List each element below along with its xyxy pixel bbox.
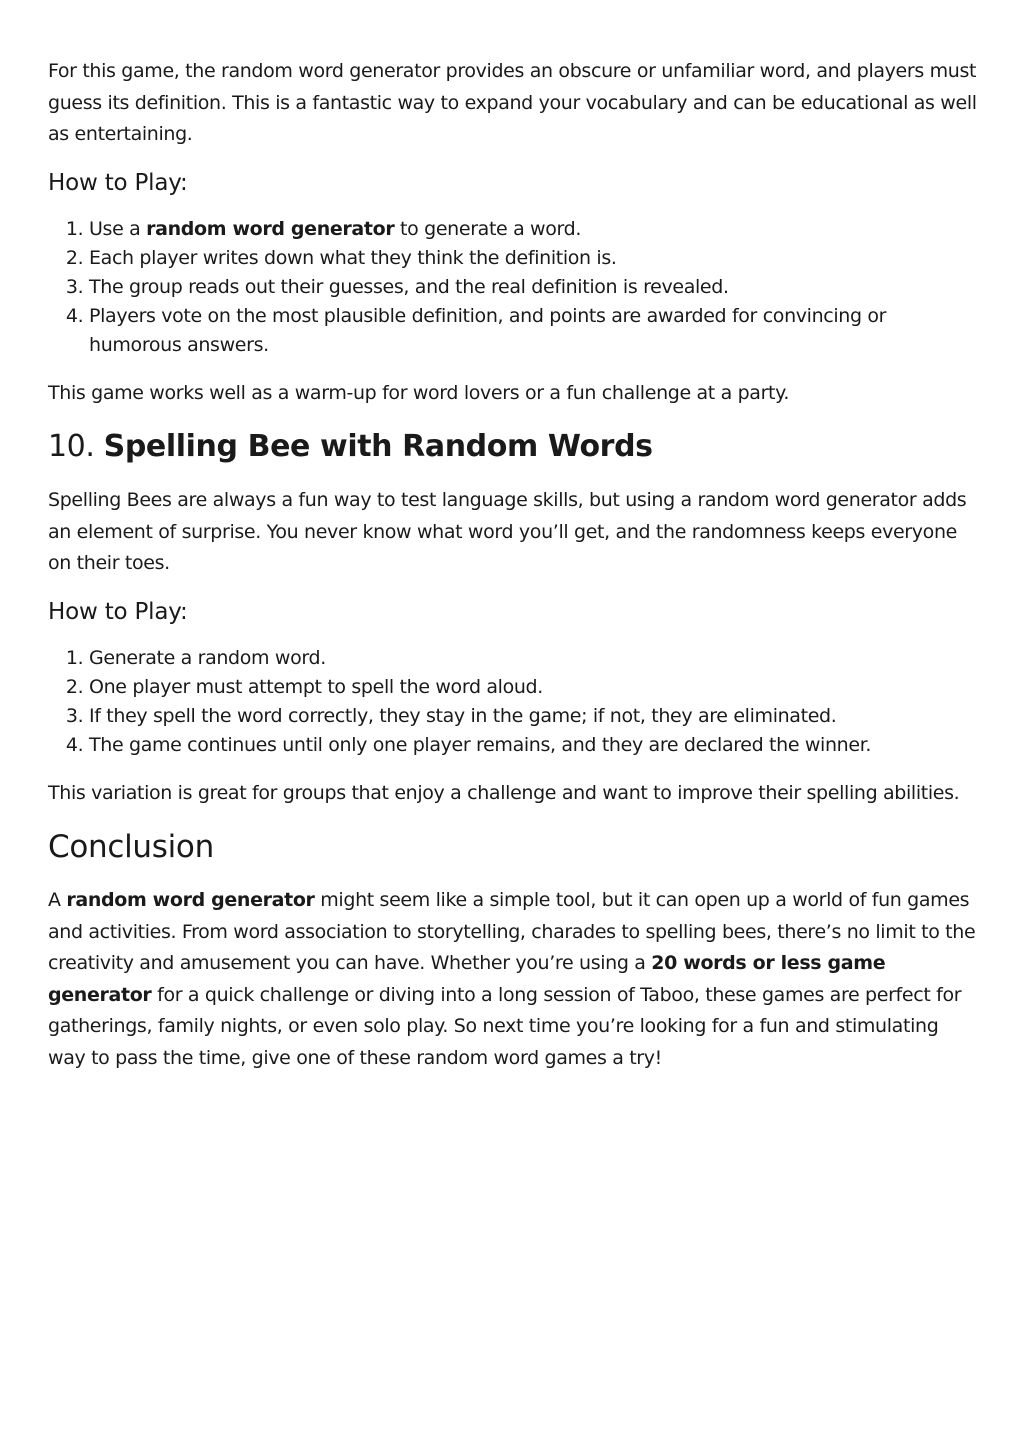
paragraph-text: might seem like a simple tool, but it can open up a world of fun games and activities. From word association to storytelling, charades to spelling bees, there’s no limit to the creativity and amusement you can have. Whether you’re using a bbox=[48, 889, 976, 974]
game10-steps-list bbox=[48, 644, 978, 760]
list-item: 4. Players vote on the most plausible definition, and points are awarded for convincing or humorous answers. bbox=[89, 302, 978, 360]
paragraph-text: A bbox=[48, 889, 67, 911]
list-item: 2. One player must attempt to spell the word aloud. bbox=[89, 673, 978, 702]
list-item: 2. Each player writes down what they think the definition is. bbox=[89, 244, 978, 273]
step-text: Use a bbox=[89, 217, 147, 240]
section-number: 10. bbox=[48, 429, 95, 464]
paragraph-text: for a quick challenge or diving into a long session of Taboo, these games are perfect for gatherings, family nights, or even solo play. So next time you’re looking for a fun and stimulating way to pass the time, give one of these random word games a try! bbox=[48, 983, 962, 1069]
article-body bbox=[48, 56, 978, 1090]
game9-steps-list bbox=[48, 215, 978, 360]
conclusion-paragraph bbox=[48, 885, 978, 1074]
section-heading-spelling-bee bbox=[48, 425, 978, 469]
twenty-words-generator-link: 20 words or less game generator bbox=[48, 952, 886, 1006]
game10-closing-paragraph: This variation is great for groups that enjoy a challenge and want to improve their spelling abilities. bbox=[48, 781, 960, 804]
list-item bbox=[89, 215, 978, 244]
list-item: 3. If they spell the word correctly, they stay in the game; if not, they are eliminated. bbox=[89, 702, 978, 731]
random-word-generator-link: random word generator bbox=[66, 889, 315, 911]
intro-paragraph: For this game, the random word generator provides an obscure or unfamiliar word, and players must guess its definition. This is a fantastic way to expand your vocabulary and can be educational as well as entertaining. bbox=[48, 60, 977, 145]
list-item: 3. The group reads out their guesses, and the real definition is revealed. bbox=[89, 273, 978, 302]
list-item: 4. The game continues until only one player remains, and they are declared the winner. bbox=[89, 731, 978, 760]
random-word-generator-link: random word generator bbox=[146, 217, 395, 240]
conclusion-heading: Conclusion bbox=[48, 829, 214, 865]
game9-closing-paragraph: This game works well as a warm-up for word lovers or a fun challenge at a party. bbox=[48, 381, 790, 404]
how-to-play-heading: How to Play: bbox=[48, 169, 188, 196]
step-text: to generate a word. bbox=[394, 217, 582, 240]
list-item: 1. Generate a random word. bbox=[89, 644, 978, 673]
section-title: Spelling Bee with Random Words bbox=[103, 429, 653, 464]
game10-description: Spelling Bees are always a fun way to test language skills, but using a random word generator adds an element of surprise. You never know what word you’ll get, and the randomness keeps everyone on their toes. bbox=[48, 489, 967, 574]
how-to-play-heading: How to Play: bbox=[48, 598, 188, 625]
